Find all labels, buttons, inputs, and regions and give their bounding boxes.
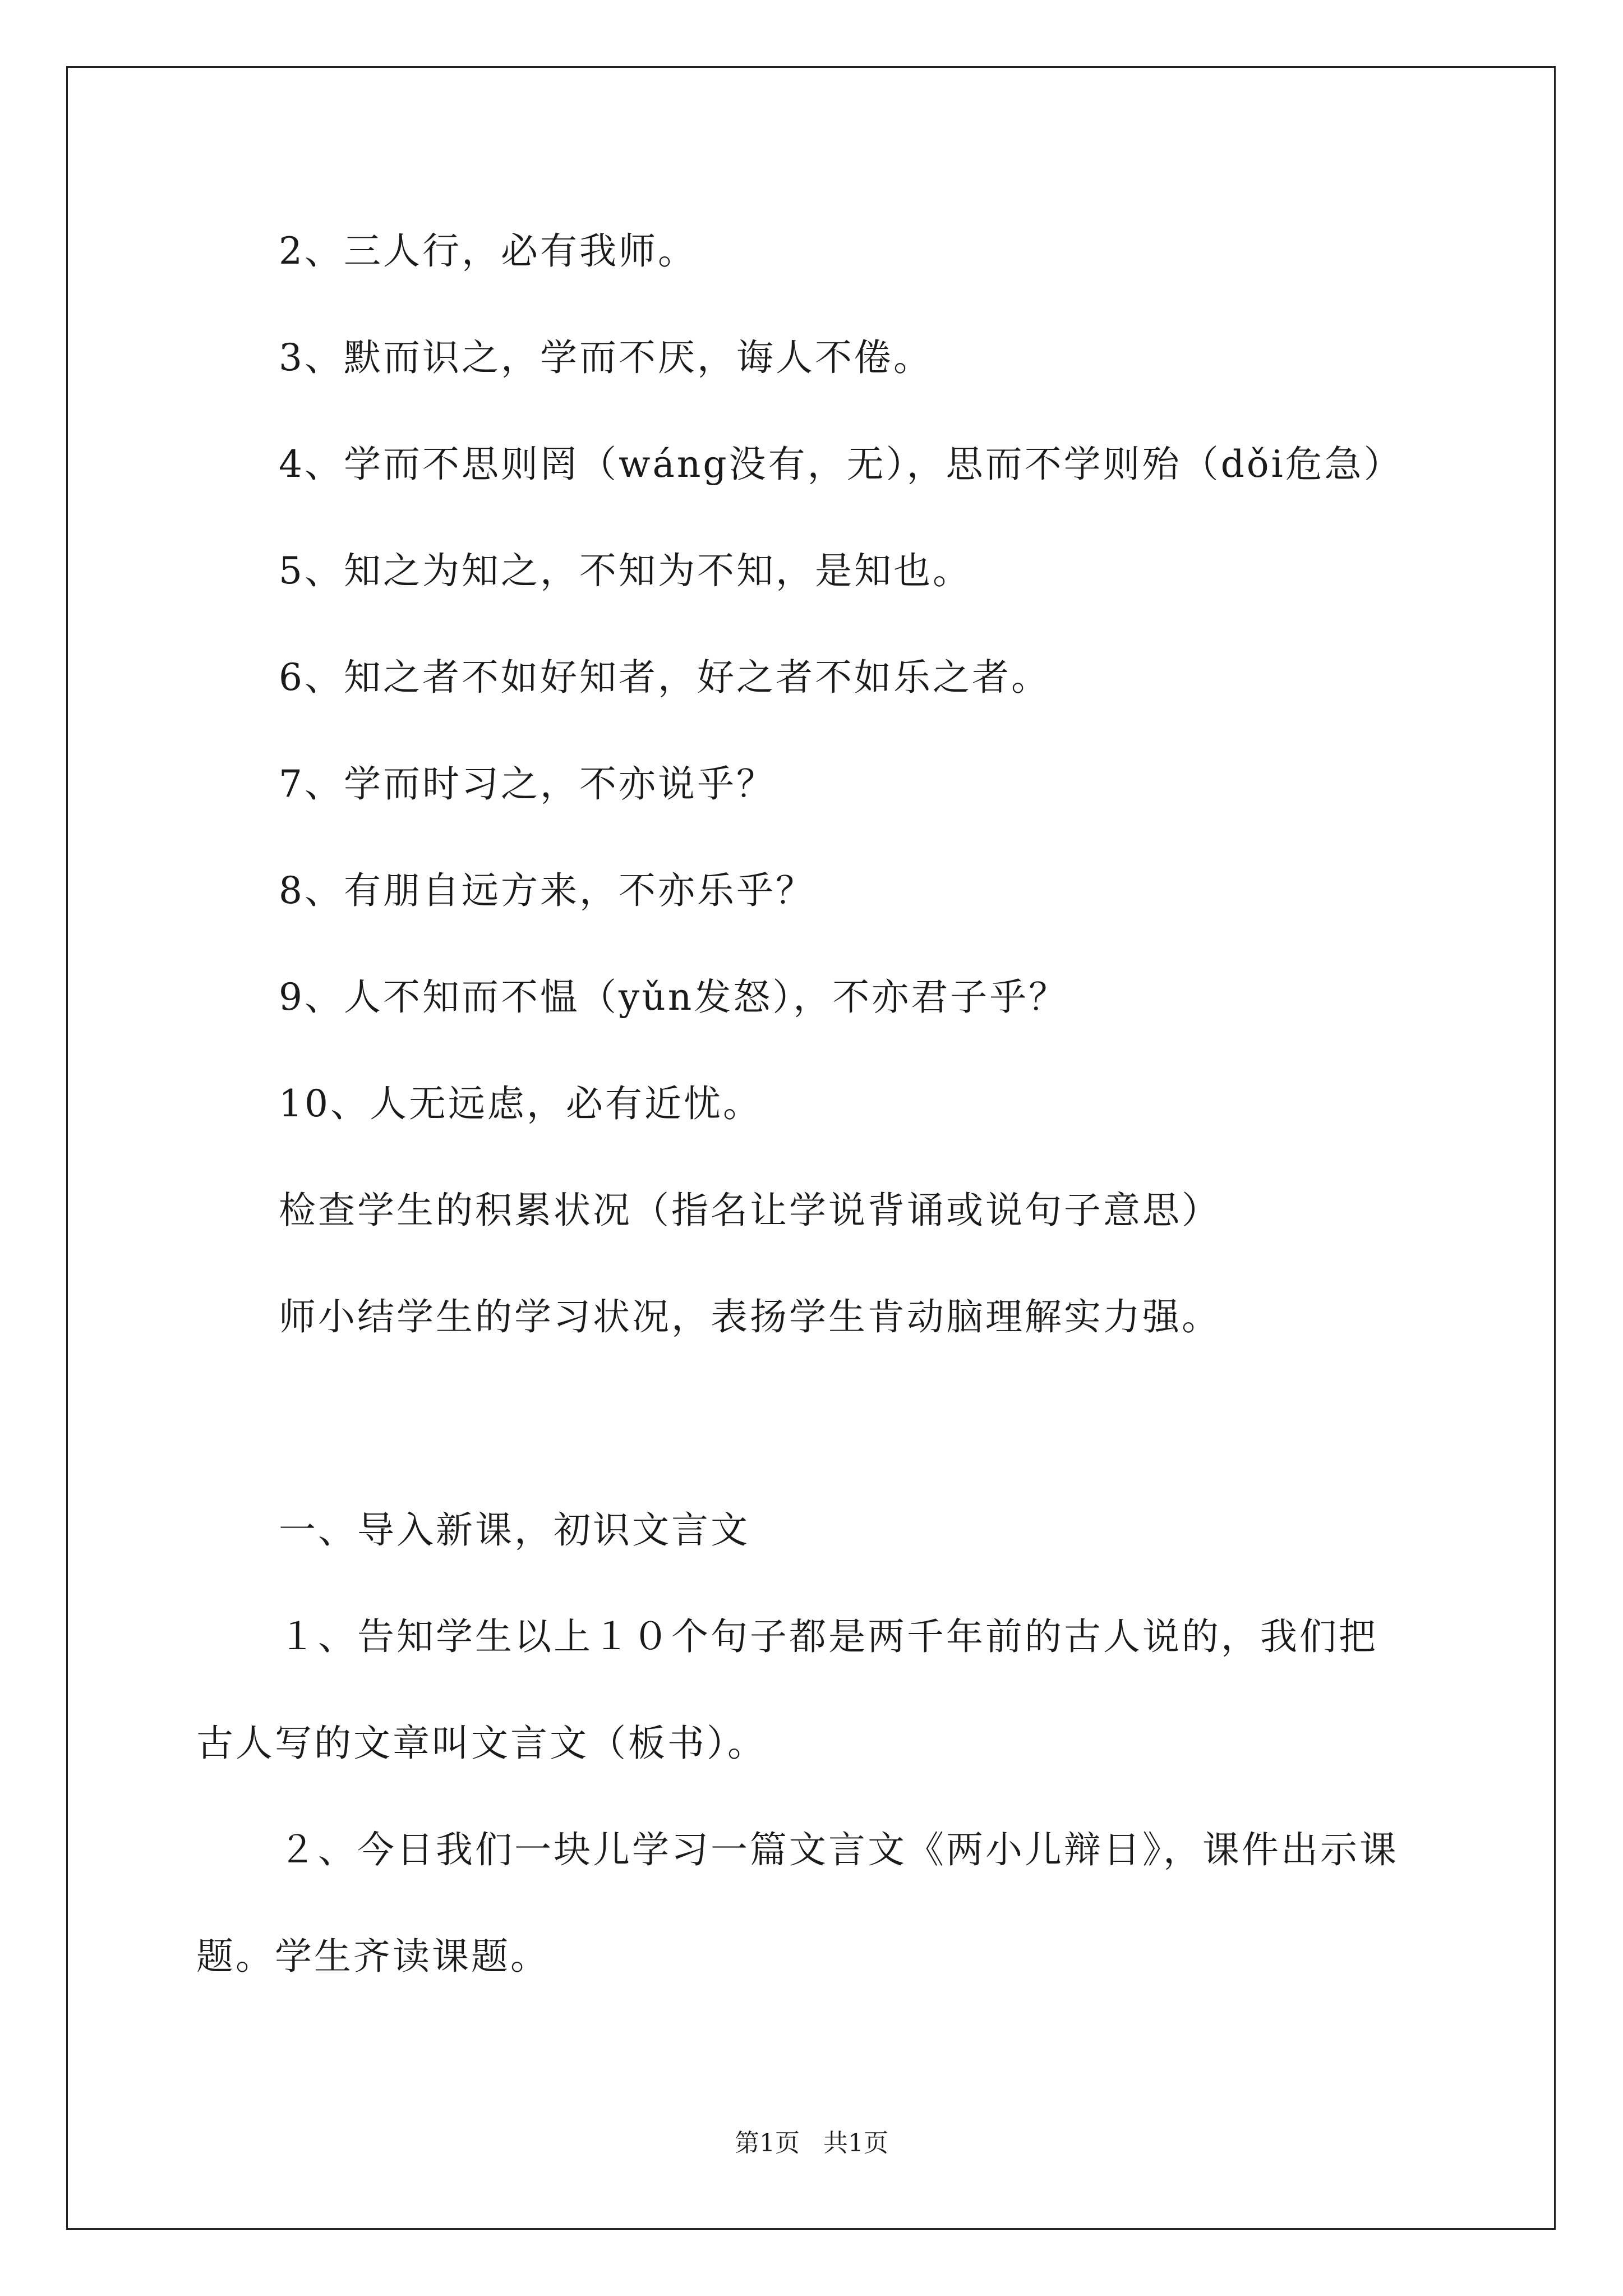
check-accumulation-line: 检查学生的积累状况（指名让学说背诵或说句子意思） <box>279 1189 1221 1232</box>
paragraph-1-line-1: １、告知学生以上１０个句子都是两千年前的古人说的，我们把 <box>279 1615 1378 1658</box>
paragraph-2-line-2: 题。学生齐读课题。 <box>196 1935 550 1978</box>
quote-line-5: 5、知之为知之，不知为不知，是知也。 <box>279 549 972 592</box>
section-heading: 一、导入新课，初识文言文 <box>279 1508 750 1552</box>
page-footer: 第1页 共1页 <box>735 2129 888 2157</box>
quote-line-9: 9、人不知而不愠（yǔn发怒），不亦君子乎？ <box>279 976 1068 1019</box>
quote-line-8: 8、有朋自远方来，不亦乐乎？ <box>279 869 815 912</box>
quote-line-6: 6、知之者不如好知者，好之者不如乐之者。 <box>279 656 1050 699</box>
page-border <box>66 66 1556 2230</box>
quote-line-10: 10、人无远虑，必有近忧。 <box>279 1082 762 1125</box>
quote-line-4: 4、学而不思则罔（wáng没有，无），思而不学则殆（dǒi危急） <box>279 443 1403 486</box>
quote-line-3: 3、默而识之，学而不厌，诲人不倦。 <box>279 336 933 379</box>
quote-line-2: 2、三人行，必有我师。 <box>279 229 697 273</box>
paragraph-2-line-1: ２、今日我们一块儿学习一篇文言文《两小儿辩日》，课件出示课 <box>279 1828 1399 1871</box>
quote-line-7: 7、学而时习之，不亦说乎？ <box>279 762 776 806</box>
teacher-summary-line: 师小结学生的学习状况，表扬学生肯动脑理解实力强。 <box>279 1295 1221 1338</box>
paragraph-1-line-2: 古人写的文章叫文言文（板书）。 <box>196 1722 767 1765</box>
